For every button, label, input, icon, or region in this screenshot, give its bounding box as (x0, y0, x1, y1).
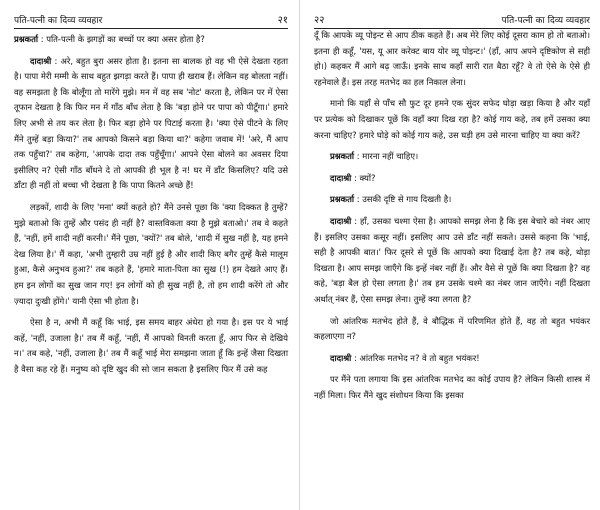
left-page-number: २१ (277, 15, 288, 26)
right-page-number: २२ (314, 15, 325, 26)
question-text: : उसकी दृष्टि से गाय दिखती है। (356, 194, 452, 205)
question-text: : पति-पत्नी के झगड़ों का बच्चों पर क्या असर होता है? (40, 34, 205, 44)
answer-speaker: दादाश्री (330, 352, 352, 363)
right-question-2 (314, 192, 590, 208)
right-paragraph-2: मानो कि यहाँ से पाँच सौ फुट दूर हमने एक सुंदर सफेद घोड़ा खड़ा किया है और यहाँ पर प्रत्येक को दिखाकर पूछें कि वहाँ क्या दिख रहा है? कोई गाय कहे, तब हमें उसका क्या करना चाहिए? हमारे घोड़े को कोई गाय कहे, उस घड़ी हम उसे मारना चाहिए या क्या करें? (314, 98, 590, 140)
question-speaker: प्रश्नकर्ता (14, 34, 39, 44)
answer-text: : आंतरिक मतभेद न? वे तो बहुत भयंकर! (354, 352, 480, 363)
right-paragraph-1: दूँ कि आपके व्यू पोइन्ट से आप ठीक कहते हैं। अब मेरे लिए कोई दूसरा काम हो तो बताओ। इतना ही कहूँ, 'यस, यू आर करेक्ट बाय योर व्यू पोइन्ट।' (हाँ, आप अपने दृष्टिकोण से सही हो।) कहकर मैं आगे बढ़ जाऊँ। इनके साथ कहाँ सारी रात बैठा रहूँ? वे तो ऐसे के ऐसे ही रहनेवाले हैं। इस तरह मतभेद का हल निकाल लेना। (314, 30, 590, 87)
answer-speaker: दादाश्री (330, 215, 352, 226)
left-paragraph-2: लड़कों, शादी के लिए 'मना' क्यों कहते हो? मैंने उनसे पूछा कि 'क्या दिक्कत है तुम्हें? मुझे बताओ कि तुम्हें और पसंद ही नहीं है? वास्तविकता क्या है मुझे बताओ।' तब वे कहते हैं, 'नहीं, हमें शादी नहीं करनी।' मैंने पूछा, 'क्यों?' तब बोले, 'शादी में सुख नहीं है, यह हमने देख लिया है।' मैं कहा, 'अभी तुम्हारी उम्र नहीं हुई है और शादी किए बगैर तुम्हें कैसे मालूम हुआ, कैसे अनुभव हुआ?' तब कहते हैं, 'हमारे माता-पिता का सुख (!) हम देखते आए हैं। हम इन लोगों का सुख जान गए! इन लोगों को ही सुख नहीं है, तो हम शादी करेंगे तो और ज़्यादा दुःखी होंगे।' यानी ऐसा भी होता है। (14, 201, 288, 306)
question-speaker: प्रश्नकर्ता (330, 194, 355, 205)
question-speaker: प्रश्नकर्ता (330, 151, 355, 162)
question-text: : मारना नहीं चाहिए। (356, 151, 419, 162)
left-paragraph-3: ऐसा है न, अभी मैं कहूँ कि भाई, इस समय बाहर अंधेरा हो गया है। इस पर ये भाई कहें, 'नहीं, उजाला है।' तब मैं कहूँ, 'नहीं, मैं आपको विनती करता हूँ, आप फिर से देखिये न।' तब कहे, 'नहीं, उजाला है।' तब मैं कहूँ भाई मेरा समझना जाता हूँ कि इन्हें जैसा दिखता है वैसा कह रहे हैं। मनुष्य को दृष्टि खुद की सो जान सकता है इसलिए फिर मैं उसे कह (14, 317, 288, 374)
left-header-title: पति-पत्नी का दिव्य व्यवहार (14, 16, 103, 26)
right-answer-2 (314, 214, 590, 308)
answer-speaker: दादाश्री (30, 55, 52, 66)
answer-text: : अरे, बहुत बुरा असर होता है। इतना सा बालक हो वह भी ऐसे देखता रहता है। पापा मेरी मम्मी के साथ बहुत झगड़ा करते हैं। पापा ही खराब हैं। लेकिन वह बोलता नहीं। वह समझता है कि बोलूँगा तो मारेंगे मुझे। मन में वह सब 'नोट' करता है, लेकिन पर में ऐसा तूफान देखता है कि फिर मन में गाँठ बाँध लेता है कि 'बड़ा होने पर पापा को पीटूँगा।' हमारे लिए अभी से तय कर लेता है। फिर बड़ा होने पर पिटाई करता है। 'क्या ऐसे पीटने के लिए मैंने तुम्हें बड़ा किया?' तब आपको किसने बड़ा किया था?' कहेगा जवाब में! 'अरे, मैं आप तक पहुँचा?' तब कहेगा, 'आपके दादा तक पहुँचूँगा।' आपने ऐसा बोलने का अवसर दिया इसीलिए न? ऐसी गाँठ बाँधने दे तो आपकी ही भूल है न! घर में डाँट किसलिए? यदि उसे डाँटा ही नहीं तो बच्चा भी देखता है कि पापा कितने अच्छे हैं! (14, 55, 288, 191)
right-question-1 (314, 149, 590, 165)
left-question (14, 32, 288, 48)
answer-text: : हाँ, उसका चश्मा ऐसा है। आपको समझ लेना है कि इस बेचारे को नंबर आए हैं। इसलिए उसका कसूर नहीं। इसलिए आप उसे डाँट नहीं सकते। उससे कहना कि 'भाई, सही है आपकी बात।' फिर दूसरे से पूछें कि आपको क्या दिखाई देता है? तब कहे, थोड़ा दिखता है। आप समझ जाएँगे कि इन्हें नंबर नहीं हैं। और वैसे से पूछें कि क्या दिखता है? वह कहे, 'बड़ा बैल हो ऐसा लगता है।' तब हम उसके चश्मे का नंबर जान जाएँगे। नहीं दिखता अर्थात् नंबर हैं, ऐसा समझ लेना। तुम्हें क्या लगता है? (314, 215, 590, 304)
right-answer-1 (314, 171, 590, 187)
answer-text: : क्यों? (354, 172, 376, 183)
left-answer (14, 54, 288, 194)
answer-speaker: दादाश्री (330, 172, 352, 183)
left-page-header (14, 10, 288, 29)
right-paragraph-3: जो आंतरिक मतभेद होते हैं, वे बौद्धिक में परिणमित होते हैं, वह तो बहुत भयंकर कहलाएगा न? (314, 315, 590, 342)
right-page (300, 0, 600, 510)
right-paragraph-4: पर मैंने पता लगाया कि इस आंतरिक मतभेद का कोई उपाय है? लेकिन किसी शास्त्र में नहीं मिला। फिर मैंने खुद संशोधन किया कि इसका (314, 374, 590, 400)
right-header-title: पति-पत्नी का दिव्य व्यवहार (501, 16, 590, 26)
right-answer-3 (314, 351, 590, 367)
right-page-header (314, 10, 590, 29)
